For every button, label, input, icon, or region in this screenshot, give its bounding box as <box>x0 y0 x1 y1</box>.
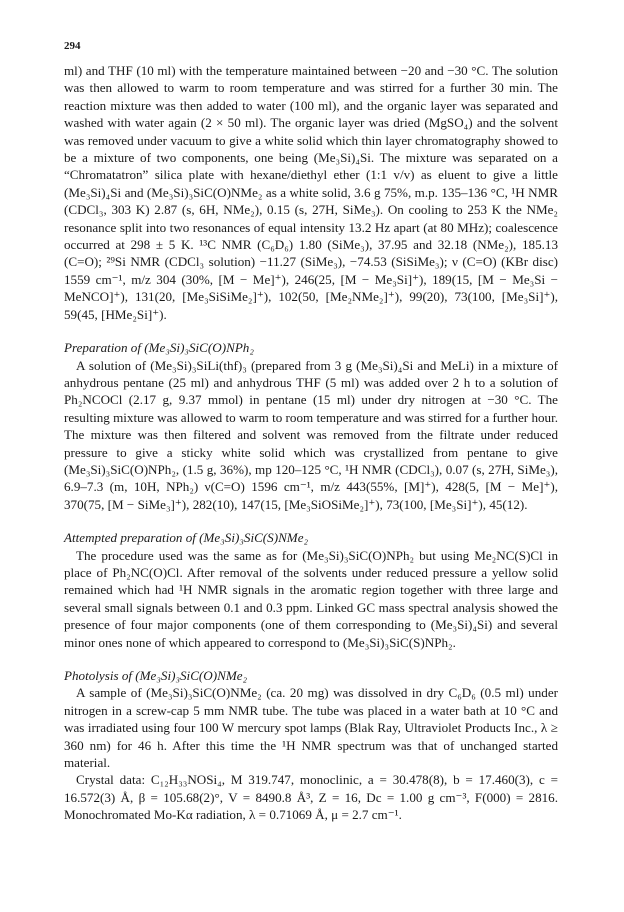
paragraph-preparation-nph2: A solution of (Me₃Si)₃SiLi(thf)₃ (prepared from 3 g (Me₃Si)₄Si and MeLi) in a mixture of anhydrous pentane (25 ml) and anhydrous THF (5 ml) was added over 2 h to a solution of Ph₂NCOCl (2.17 g, 9.37 mmol) in pentane (15 ml) under dry nitrogen at −30 °C. The resulting mixture was allowed to warm to room temperature and was stirred for a further hour. The mixture was then filtered and solvent was removed from the filtrate under reduced pressure to give a sticky white solid which was crystallized from pentane to give (Me₃Si)₃SiC(O)NPh₂, (1.5 g, 36%), mp 120–125 °C, ¹H NMR (CDCl₃), 0.07 (s, 27H, SiMe₃), 6.9–7.3 (m, 10H, NPh₂) ν(C=O) 1596 cm⁻¹, m/z 443(55%, [M]⁺), 428(5, [M − Me]⁺), 370(75, [M − SiMe₃]⁺), 282(10), 147(15, [Me₃SiOSiMe₂]⁺), 73(100, [Me₃Si]⁺), 45(12). <box>64 357 558 512</box>
page-number: 294 <box>64 40 81 52</box>
section-heading-preparation-nph2: Preparation of (Me₃Si)₃SiC(O)NPh₂ <box>64 340 254 356</box>
paragraph-crystal-data: Crystal data: C₁₂H₃₃NOSi₄, M 319.747, monoclinic, a = 30.478(8), b = 17.460(3), c = 16.572(3) Å, β = 105.68(2)°, V = 8490.8 Å³, Z = 16, Dc = 1.00 g cm⁻³, F(000) = 2816. Monochromated Mo-Kα radiation, λ = 0.71069 Å, μ = 2.7 cm⁻¹. <box>64 772 558 823</box>
section-heading-photolysis: Photolysis of (Me₃Si)₃SiC(O)NMe₂ <box>64 668 248 683</box>
journal-page <box>64 40 558 824</box>
section-heading-attempted-preparation: Attempted preparation of (Me₃Si)₃SiC(S)NMe₂ <box>64 530 309 546</box>
paragraph-photolysis: A sample of (Me₃Si)₃SiC(O)NMe₂ (ca. 20 mg) was dissolved in dry C₆D₆ (0.5 ml) under nitrogen in a screw-cap 5 mm NMR tube. The tube was placed in a water bath at 10 °C and was irradiated using four 100 W mercury spot lamps (Blak Ray, Ultraviolet Products Inc., λ ≥ 360 nm) for 46 h. After this time the ¹H NMR spectrum was that of unchanged started material. <box>64 685 558 771</box>
paragraph-attempted-preparation: The procedure used was the same as for (Me₃Si)₃SiC(O)NPh₂ but using Me₂NC(S)Cl in place of Ph₂NC(O)Cl. After removal of the solvents under reduced pressure a yellow solid remained which had ¹H NMR signals in the aromatic region together with three large and several small signals between 0.1 and 0.3 ppm. Linked GC mass spectral analysis showed the presence of four major components (one of them corresponding to (Me₃Si)₄Si) and several minor ones none of which appeared to correspond to (Me₃Si)₃SiC(S)NPh₂. <box>64 547 558 650</box>
paragraph-synthesis-continued: ml) and THF (10 ml) with the temperature maintained between −20 and −30 °C. The solution was then allowed to warm to room temperature and was stirred for a further 30 min. The reaction mixture was then added to water (100 ml), and the organic layer was separated and washed with water again (2 × 50 ml). The organic layer was dried (MgSO₄) and the solvent was removed under vacuum to give a white solid which thin layer chromatography showed to be a mixture of two components, one being (Me₃Si)₄Si. The mixture was separated on a “Chromatatron” silica plate with hexane/diethyl ether (1:1 v/v) as eluent to give a little (Me₃Si)₄Si and (Me₃Si)₃SiC(O)NMe₂ as a white solid, 3.6 g 75%, m.p. 135–136 °C, ¹H NMR (CDCl₃, 303 K) 2.87 (s, 6H, NMe₂), 0.15 (s, 27H, SiMe₃). On cooling to 253 K the NMe₂ resonance split into two resonances of equal intensity 13.2 Hz apart (at 80 MHz); coalescence occurred at 298 ± 5 K. ¹³C NMR (C₆D₆) 1.80 (SiMe₃), 37.95 and 32.18 (NMe₂), 185.13 (C=O); ²⁹Si NMR (CDCl₃ solution) −11.27 (SiMe₃), −74.53 (SiSiMe₃); ν (C=O) (KBr disc) 1559 cm⁻¹, m/z 304 (30%, [M − Me]⁺), 246(25, [M − Me₃Si]⁺), 189(15, [M − Me₃Si − MeNCO]⁺), 131(20, [Me₃SiSiMe₂]⁺), 102(50, [Me₂NMe₂]⁺), 99(20), 73(100, [Me₃Si]⁺), 59(45, [HMe₂Si]⁺). <box>64 63 558 322</box>
